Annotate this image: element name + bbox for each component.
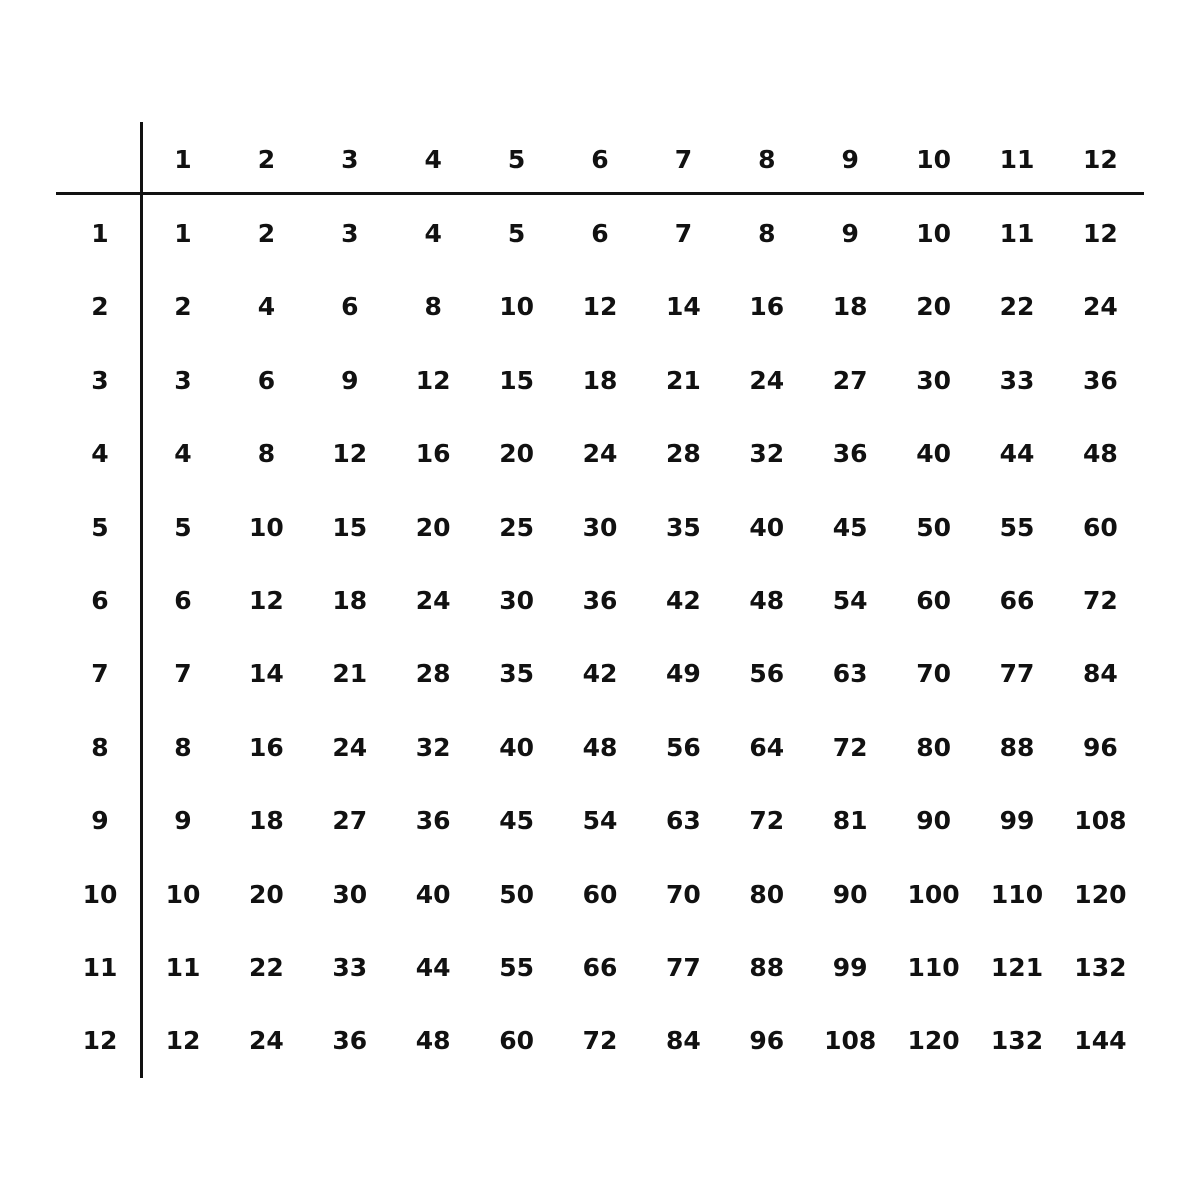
table-cell: 20 [916,292,951,322]
row-header: 1 [91,219,109,248]
table-cell: 24 [415,586,451,615]
table-cell: 30 [582,512,618,542]
table-cell: 110 [990,879,1044,909]
table-cell: 42 [582,659,618,689]
table-cell: 18 [248,806,284,836]
column-header: 8 [758,145,776,174]
column-header: 12 [1082,145,1118,174]
table-cell: 20 [499,439,534,469]
table-cell: 21 [332,659,368,689]
table-cell: 84 [665,1026,701,1056]
table-cell: 1 [174,219,192,248]
table-cell: 10 [916,219,951,248]
table-cell: 8 [758,219,776,248]
table-cell: 9 [841,219,859,248]
table-cell: 84 [1082,659,1118,689]
table-cell: 24 [332,732,368,762]
table-cell: 121 [990,953,1044,982]
table-cell: 27 [332,806,368,836]
table-cell: 77 [999,659,1035,689]
table-cell: 132 [1074,953,1127,982]
column-header: 5 [507,145,526,174]
table-cell: 15 [499,365,534,395]
table-cell: 30 [916,365,951,395]
table-cell: 120 [907,1026,960,1056]
table-cell: 60 [1082,512,1118,542]
table-cell: 14 [248,659,284,689]
column-header: 7 [674,145,693,174]
column-header: 11 [999,145,1035,174]
table-cell: 48 [415,1026,451,1056]
table-cell: 9 [174,806,192,836]
table-cell: 11 [999,219,1035,248]
column-header: 1 [174,145,192,174]
table-cell: 144 [1074,1026,1127,1056]
table-cell: 30 [499,586,534,615]
table-cell: 70 [916,659,951,689]
table-cell: 24 [248,1026,284,1056]
table-cell: 63 [832,659,868,689]
table-cell: 24 [1082,292,1118,322]
table-cell: 22 [999,292,1035,322]
table-cell: 10 [248,512,284,542]
table-cell: 66 [582,953,618,982]
table-cell: 48 [749,586,785,615]
column-header: 4 [424,145,442,174]
table-cell: 54 [832,586,868,615]
table-cell: 60 [499,1026,534,1056]
table-cell: 7 [174,659,192,689]
table-cell: 72 [749,806,785,836]
table-cell: 45 [832,512,868,542]
table-cell: 44 [415,953,451,982]
table-cell: 6 [257,365,276,395]
table-cell: 7 [674,219,693,248]
table-cell: 5 [507,219,526,248]
row-header: 4 [91,439,109,469]
table-cell: 90 [916,806,951,836]
row-header: 11 [82,953,118,982]
table-cell: 2 [174,292,192,322]
column-header: 3 [341,145,359,174]
table-cell: 16 [749,292,785,322]
table-cell: 36 [1082,365,1118,395]
row-header: 7 [91,659,109,689]
table-cell: 40 [415,879,451,909]
column-header: 9 [841,145,859,174]
table-cell: 2 [257,219,276,248]
table-cell: 40 [499,732,534,762]
table-cell: 110 [907,953,960,982]
table-cell: 12 [165,1026,201,1056]
table-cell: 66 [999,586,1035,615]
row-header: 8 [91,732,109,762]
table-cell: 55 [499,953,534,982]
table-cell: 99 [832,953,868,982]
table-cell: 56 [749,659,785,689]
table-cell: 50 [916,512,951,542]
table-cell: 6 [174,586,192,615]
table-cell: 100 [907,879,960,909]
table-cell: 72 [1082,586,1118,615]
table-cell: 72 [832,732,868,762]
table-cell: 6 [591,219,609,248]
column-header: 10 [916,145,951,174]
table-cell: 96 [749,1026,785,1056]
row-header: 2 [91,292,109,322]
table-cell: 18 [332,586,368,615]
header-divider-line [56,192,1144,195]
table-cell: 25 [499,512,534,542]
table-cell: 35 [665,512,701,542]
table-cell: 90 [832,879,868,909]
table-cell: 16 [415,439,451,469]
table-cell: 88 [999,732,1035,762]
row-header: 6 [91,586,109,615]
table-cell: 48 [1082,439,1118,469]
table-cell: 21 [665,365,701,395]
table-cell: 60 [916,586,951,615]
table-cell: 70 [665,879,701,909]
table-cell: 81 [832,806,868,836]
table-cell: 55 [999,512,1035,542]
column-header: 2 [257,145,276,174]
table-cell: 45 [499,806,534,836]
table-cell: 30 [332,879,368,909]
table-cell: 4 [424,219,442,248]
table-cell: 8 [257,439,276,469]
table-cell: 32 [749,439,785,469]
table-cell: 64 [749,732,785,762]
table-cell: 99 [999,806,1035,836]
column-header: 6 [591,145,609,174]
table-cell: 42 [665,586,701,615]
table-cell: 36 [332,1026,368,1056]
table-cell: 12 [415,365,451,395]
table-cell: 12 [582,292,618,322]
row-header: 3 [91,365,109,395]
table-cell: 54 [582,806,618,836]
table-cell: 36 [832,439,868,469]
table-cell: 27 [832,365,868,395]
table-cell: 11 [165,953,201,982]
table-cell: 96 [1082,732,1118,762]
table-cell: 14 [665,292,701,322]
table-cell: 108 [824,1026,877,1056]
table-cell: 4 [174,439,192,469]
table-cell: 12 [332,439,368,469]
table-cell: 24 [582,439,618,469]
row-header: 10 [82,879,118,909]
table-cell: 60 [582,879,618,909]
table-cell: 132 [990,1026,1044,1056]
table-cell: 20 [248,879,284,909]
table-cell: 28 [415,659,451,689]
table-cell: 88 [749,953,785,982]
table-cell: 16 [248,732,284,762]
table-cell: 56 [665,732,701,762]
table-cell: 80 [749,879,785,909]
table-cell: 8 [424,292,442,322]
table-cell: 77 [665,953,701,982]
table-cell: 49 [665,659,701,689]
table-cell: 20 [415,512,451,542]
table-cell: 18 [832,292,868,322]
table-cell: 40 [749,512,785,542]
table-cell: 24 [749,365,785,395]
table-cell: 10 [165,879,201,909]
row-header: 9 [91,806,109,836]
table-cell: 3 [174,365,192,395]
table-cell: 4 [257,292,276,322]
table-cell: 33 [332,953,368,982]
table-cell: 33 [999,365,1035,395]
table-cell: 48 [582,732,618,762]
table-cell: 28 [665,439,701,469]
table-cell: 15 [332,512,368,542]
table-cell: 22 [248,953,284,982]
table-cell: 36 [415,806,451,836]
table-cell: 72 [582,1026,618,1056]
table-cell: 3 [341,219,359,248]
row-header: 12 [82,1026,118,1056]
table-cell: 80 [916,732,951,762]
table-cell: 120 [1074,879,1127,909]
table-cell: 18 [582,365,618,395]
table-cell: 36 [582,586,618,615]
table-cell: 9 [341,365,359,395]
table-cell: 5 [174,512,192,542]
table-cell: 50 [499,879,534,909]
row-header: 5 [91,512,109,542]
table-cell: 40 [916,439,951,469]
table-cell: 44 [999,439,1035,469]
table-cell: 63 [665,806,701,836]
table-cell: 10 [499,292,534,322]
table-cell: 8 [174,732,192,762]
table-cell: 32 [415,732,451,762]
table-cell: 6 [341,292,359,322]
table-cell: 12 [248,586,284,615]
table-cell: 35 [499,659,534,689]
table-cell: 108 [1074,806,1127,836]
table-cell: 12 [1082,219,1118,248]
